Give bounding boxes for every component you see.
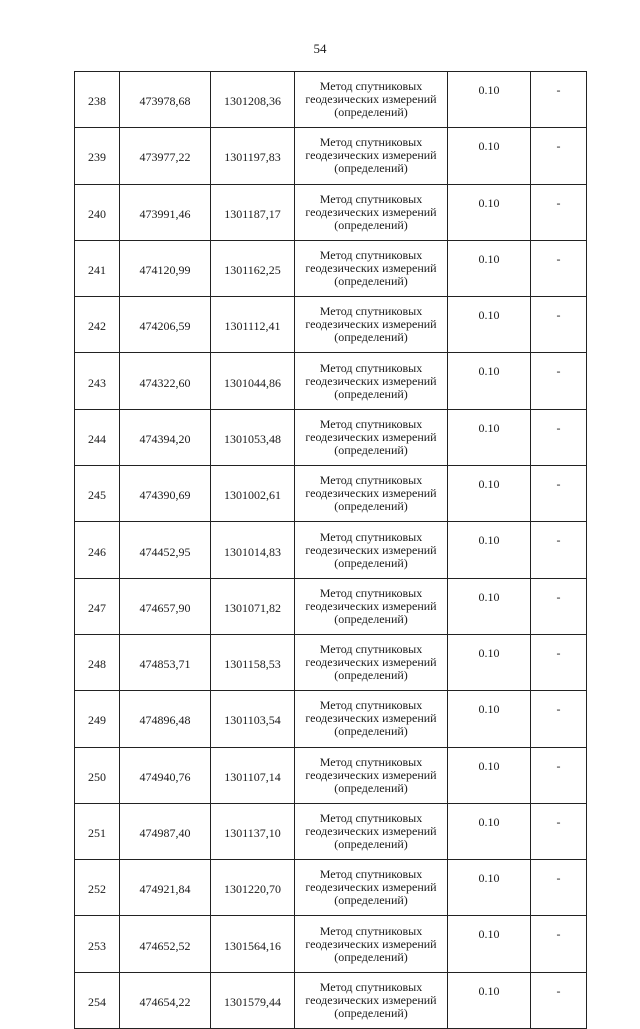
- x-coordinate-cell: 474654,22: [120, 972, 211, 1028]
- method-line-3: (определений): [334, 668, 408, 683]
- method-line-2: геодезических измерений: [305, 880, 437, 895]
- method-cell: [295, 860, 448, 916]
- accuracy-cell: 0.10: [448, 466, 531, 522]
- x-coordinate-cell: 474206,59: [120, 297, 211, 353]
- table-row: [75, 972, 587, 1028]
- method-cell: [295, 578, 448, 634]
- accuracy-cell: 0.10: [448, 128, 531, 184]
- accuracy-cell: 0.10: [448, 860, 531, 916]
- point-number-cell: 248: [75, 634, 120, 690]
- point-number-cell: 239: [75, 128, 120, 184]
- description-cell: -: [531, 72, 587, 128]
- method-line-3: (определений): [334, 386, 408, 401]
- method-line-3: (определений): [334, 949, 408, 964]
- table-row: [75, 578, 587, 634]
- method-line-2: геодезических измерений: [305, 936, 437, 951]
- y-coordinate-cell: 1301162,25: [211, 240, 295, 296]
- accuracy-cell: 0.10: [448, 691, 531, 747]
- method-cell: [295, 522, 448, 578]
- point-number-cell: 243: [75, 353, 120, 409]
- method-cell: [295, 803, 448, 859]
- x-coordinate-cell: 474394,20: [120, 409, 211, 465]
- y-coordinate-cell: 1301002,61: [211, 466, 295, 522]
- table-row: [75, 466, 587, 522]
- y-coordinate-cell: 1301044,86: [211, 353, 295, 409]
- point-number-cell: 252: [75, 860, 120, 916]
- description-cell: -: [531, 634, 587, 690]
- table-row: [75, 184, 587, 240]
- y-coordinate-cell: 1301103,54: [211, 691, 295, 747]
- method-line-1: Метод спутниковых: [319, 923, 423, 938]
- method-line-2: геодезических измерений: [305, 598, 437, 613]
- method-line-3: (определений): [334, 442, 408, 457]
- method-line-1: Метод спутниковых: [319, 642, 423, 657]
- method-cell: [295, 747, 448, 803]
- accuracy-cell: 0.10: [448, 72, 531, 128]
- y-coordinate-cell: 1301112,41: [211, 297, 295, 353]
- x-coordinate-cell: 474921,84: [120, 860, 211, 916]
- table-row: [75, 409, 587, 465]
- description-cell: -: [531, 691, 587, 747]
- table-row: [75, 634, 587, 690]
- table-row: [75, 747, 587, 803]
- x-coordinate-cell: 473991,46: [120, 184, 211, 240]
- method-line-1: Метод спутниковых: [319, 360, 423, 375]
- point-number-cell: 247: [75, 578, 120, 634]
- method-line-1: Метод спутниковых: [319, 585, 423, 600]
- method-line-3: (определений): [334, 780, 408, 795]
- method-line-1: Метод спутниковых: [319, 416, 423, 431]
- method-line-3: (определений): [334, 611, 408, 626]
- x-coordinate-cell: 474853,71: [120, 634, 211, 690]
- method-line-3: (определений): [334, 330, 408, 345]
- method-cell: [295, 409, 448, 465]
- point-number-cell: 254: [75, 972, 120, 1028]
- method-line-1: Метод спутниковых: [319, 304, 423, 319]
- y-coordinate-cell: 1301220,70: [211, 860, 295, 916]
- description-cell: -: [531, 297, 587, 353]
- method-line-3: (определений): [334, 893, 408, 908]
- y-coordinate-cell: 1301208,36: [211, 72, 295, 128]
- y-coordinate-cell: 1301107,14: [211, 747, 295, 803]
- method-line-1: Метод спутниковых: [319, 529, 423, 544]
- table-row: [75, 240, 587, 296]
- method-line-3: (определений): [334, 1005, 408, 1020]
- table-row: [75, 522, 587, 578]
- method-line-3: (определений): [334, 274, 408, 289]
- accuracy-cell: 0.10: [448, 634, 531, 690]
- method-line-1: Метод спутниковых: [319, 79, 423, 94]
- method-cell: [295, 72, 448, 128]
- page-number: 54: [313, 41, 327, 56]
- y-coordinate-cell: 1301197,83: [211, 128, 295, 184]
- description-cell: -: [531, 972, 587, 1028]
- y-coordinate-cell: 1301579,44: [211, 972, 295, 1028]
- method-line-1: Метод спутниковых: [319, 979, 423, 994]
- y-coordinate-cell: 1301014,83: [211, 522, 295, 578]
- method-line-3: (определений): [334, 161, 408, 176]
- description-cell: -: [531, 578, 587, 634]
- x-coordinate-cell: 473977,22: [120, 128, 211, 184]
- point-number-cell: 246: [75, 522, 120, 578]
- method-line-2: геодезических измерений: [305, 317, 437, 332]
- y-coordinate-cell: 1301187,17: [211, 184, 295, 240]
- description-cell: -: [531, 916, 587, 972]
- description-cell: -: [531, 240, 587, 296]
- method-cell: [295, 297, 448, 353]
- method-line-1: Метод спутниковых: [319, 135, 423, 150]
- accuracy-cell: 0.10: [448, 240, 531, 296]
- x-coordinate-cell: 474987,40: [120, 803, 211, 859]
- point-number-cell: 245: [75, 466, 120, 522]
- point-number-cell: 240: [75, 184, 120, 240]
- method-line-3: (определений): [334, 217, 408, 232]
- x-coordinate-cell: 473978,68: [120, 72, 211, 128]
- x-coordinate-cell: 474940,76: [120, 747, 211, 803]
- description-cell: -: [531, 409, 587, 465]
- method-cell: [295, 128, 448, 184]
- description-cell: -: [531, 747, 587, 803]
- x-coordinate-cell: 474322,60: [120, 353, 211, 409]
- method-line-1: Метод спутниковых: [319, 811, 423, 825]
- point-number-cell: 250: [75, 747, 120, 803]
- method-cell: [295, 353, 448, 409]
- method-line-3: (определений): [334, 105, 408, 120]
- coordinates-table: [74, 71, 587, 1029]
- method-line-2: геодезических измерений: [305, 655, 437, 670]
- method-cell: [295, 916, 448, 972]
- method-line-1: Метод спутниковых: [319, 473, 423, 488]
- y-coordinate-cell: 1301564,16: [211, 916, 295, 972]
- description-cell: -: [531, 128, 587, 184]
- table-row: [75, 72, 587, 128]
- point-number-cell: 241: [75, 240, 120, 296]
- method-line-3: (определений): [334, 555, 408, 570]
- accuracy-cell: 0.10: [448, 803, 531, 859]
- y-coordinate-cell: 1301053,48: [211, 409, 295, 465]
- point-number-cell: 251: [75, 803, 120, 859]
- description-cell: -: [531, 522, 587, 578]
- accuracy-cell: 0.10: [448, 522, 531, 578]
- method-line-2: геодезических измерений: [305, 486, 437, 501]
- point-number-cell: 249: [75, 691, 120, 747]
- accuracy-cell: 0.10: [448, 353, 531, 409]
- x-coordinate-cell: 474390,69: [120, 466, 211, 522]
- x-coordinate-cell: 474896,48: [120, 691, 211, 747]
- point-number-cell: 244: [75, 409, 120, 465]
- accuracy-cell: 0.10: [448, 409, 531, 465]
- table-row: [75, 860, 587, 916]
- method-line-2: геодезических измерений: [305, 767, 437, 782]
- table-row: [75, 916, 587, 972]
- method-line-2: геодезических измерений: [305, 92, 437, 107]
- point-number-cell: 238: [75, 72, 120, 128]
- accuracy-cell: 0.10: [448, 747, 531, 803]
- x-coordinate-cell: 474452,95: [120, 522, 211, 578]
- table-row: [75, 128, 587, 184]
- method-line-1: Метод спутниковых: [319, 248, 423, 263]
- table-row: [75, 691, 587, 747]
- accuracy-cell: 0.10: [448, 297, 531, 353]
- method-cell: [295, 972, 448, 1028]
- accuracy-cell: 0.10: [448, 578, 531, 634]
- table-row: [75, 803, 587, 859]
- method-line-3: (определений): [334, 837, 408, 851]
- method-line-3: (определений): [334, 499, 408, 514]
- table-row: [75, 353, 587, 409]
- point-number-cell: 253: [75, 916, 120, 972]
- method-line-2: геодезических измерений: [305, 542, 437, 557]
- method-cell: [295, 691, 448, 747]
- description-cell: -: [531, 184, 587, 240]
- method-line-1: Метод спутниковых: [319, 191, 423, 206]
- accuracy-cell: 0.10: [448, 184, 531, 240]
- accuracy-cell: 0.10: [448, 916, 531, 972]
- x-coordinate-cell: 474652,52: [120, 916, 211, 972]
- accuracy-cell: 0.10: [448, 972, 531, 1028]
- method-line-1: Метод спутниковых: [319, 754, 423, 769]
- method-line-2: геодезических измерений: [305, 148, 437, 163]
- y-coordinate-cell: 1301158,53: [211, 634, 295, 690]
- point-number-cell: 242: [75, 297, 120, 353]
- method-cell: [295, 184, 448, 240]
- method-line-2: геодезических измерений: [305, 824, 437, 838]
- method-cell: [295, 634, 448, 690]
- description-cell: -: [531, 353, 587, 409]
- y-coordinate-cell: 1301071,82: [211, 578, 295, 634]
- y-coordinate-cell: 1301137,10: [211, 803, 295, 859]
- description-cell: -: [531, 803, 587, 859]
- method-line-1: Метод спутниковых: [319, 698, 423, 713]
- method-cell: [295, 466, 448, 522]
- method-line-2: геодезических измерений: [305, 261, 437, 276]
- method-line-2: геодезических измерений: [305, 429, 437, 444]
- method-cell: [295, 240, 448, 296]
- method-line-3: (определений): [334, 724, 408, 739]
- x-coordinate-cell: 474120,99: [120, 240, 211, 296]
- table-row: [75, 297, 587, 353]
- method-line-1: Метод спутниковых: [319, 867, 423, 882]
- description-cell: -: [531, 860, 587, 916]
- method-line-2: геодезических измерений: [305, 204, 437, 219]
- table-body: [75, 72, 587, 1029]
- method-line-2: геодезических измерений: [305, 373, 437, 388]
- x-coordinate-cell: 474657,90: [120, 578, 211, 634]
- method-line-2: геодезических измерений: [305, 711, 437, 726]
- description-cell: -: [531, 466, 587, 522]
- method-line-2: геодезических измерений: [305, 992, 437, 1007]
